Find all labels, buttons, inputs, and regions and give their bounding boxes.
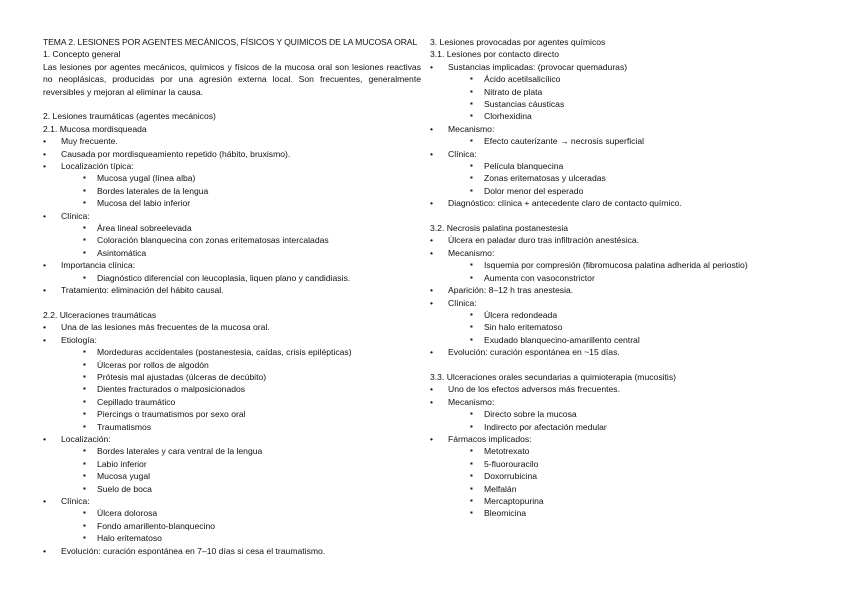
- sub-bullet-item: ▪ Nitrato de plata: [430, 86, 810, 98]
- sub-bullet-item: ▪ Úlcera redondeada: [430, 309, 810, 321]
- section-heading: 3.3. Ulceraciones orales secundarias a quimioterapia (mucositis): [430, 371, 676, 382]
- bullet-item: • Localización:: [43, 433, 421, 445]
- bullet-item: • Tratamiento: eliminación del hábito causal.: [43, 284, 421, 296]
- bullet-item: • Una de las lesiones más frecuentes de la mucosa oral.: [43, 321, 421, 333]
- bullet-item: • Fármacos implicados:: [430, 433, 810, 445]
- sub-bullet-item: ▪ Labio inferior: [43, 458, 421, 470]
- bullet-item: • Uno de los efectos adversos más frecuentes.: [430, 383, 810, 395]
- section-heading: 2.1. Mucosa mordisqueada: [43, 123, 147, 134]
- sub-bullet-item: ▪ Isquemia por compresión (fibromucosa palatina adherida al periostio): [430, 259, 810, 271]
- section-heading: 2.2. Ulceraciones traumáticas: [43, 309, 157, 320]
- sub-bullet-item: ▪ Cepillado traumático: [43, 396, 421, 408]
- bullet-item: • Clínica:: [430, 297, 810, 309]
- sub-bullet-item: ▪ Sustancias cáusticas: [430, 98, 810, 110]
- sub-bullet-item: ▪ Coloración blanquecina con zonas eritematosas intercaladas: [43, 234, 421, 246]
- bullet-item: • Importancia clínica:: [43, 259, 421, 271]
- bullet-item: • Mecanismo:: [430, 123, 810, 135]
- spacer: [430, 359, 810, 371]
- bullet-item: • Etiología:: [43, 334, 421, 346]
- sub-bullet-item: ▪ Piercings o traumatismos por sexo oral: [43, 408, 421, 420]
- sub-bullet-item: ▪ 5-fluorouracilo: [430, 458, 810, 470]
- bullet-item: • Clínica:: [43, 210, 421, 222]
- sub-bullet-item: ▪ Úlcera dolorosa: [43, 507, 421, 519]
- bullet-item: • Mecanismo:: [430, 396, 810, 408]
- bullet-item: • Clínica:: [43, 495, 421, 507]
- sub-bullet-item: ▪ Doxorrubicina: [430, 470, 810, 482]
- sub-bullet-item: ▪ Dientes fracturados o malposicionados: [43, 383, 421, 395]
- sub-bullet-item: ▪ Mordeduras accidentales (postanestesia, caídas, crisis epilépticas): [43, 346, 421, 358]
- sub-bullet-item: ▪ Sin halo eritematoso: [430, 321, 810, 333]
- bullet-item: • Diagnóstico: clínica + antecedente claro de contacto químico.: [430, 197, 810, 209]
- sub-bullet-item: ▪ Fondo amarillento-blanquecino: [43, 520, 421, 532]
- sub-bullet-item: ▪ Mucosa yugal (línea alba): [43, 172, 421, 184]
- sub-bullet-item: ▪ Metotrexato: [430, 445, 810, 457]
- sub-bullet-item: ▪ Halo eritematoso: [43, 532, 421, 544]
- bullet-item: • Úlcera en paladar duro tras infiltración anestésica.: [430, 234, 810, 246]
- sub-bullet-item: ▪ Dolor menor del esperado: [430, 185, 810, 197]
- sub-bullet-item: ▪ Indirecto por afectación medular: [430, 421, 810, 433]
- spacer: [43, 98, 421, 110]
- sub-bullet-item: ▪ Suelo de boca: [43, 483, 421, 495]
- sub-bullet-item: ▪ Directo sobre la mucosa: [430, 408, 810, 420]
- section-heading: 1. Concepto general: [43, 49, 121, 60]
- section-heading: 2. Lesiones traumáticas (agentes mecánicos): [43, 111, 216, 122]
- bullet-item: • Evolución: curación espontánea en 7–10 días si cesa el traumatismo.: [43, 545, 421, 557]
- sub-bullet-item: ▪ Mucosa del labio inferior: [43, 197, 421, 209]
- document-title: TEMA 2. LESIONES POR AGENTES MECÁNICOS, FÍSICOS Y QUIMICOS DE LA MUCOSA ORAL: [43, 37, 418, 47]
- bullet-item: • Muy frecuente.: [43, 135, 421, 147]
- sub-bullet-item: ▪ Úlceras por rollos de algodón: [43, 359, 421, 371]
- sub-bullet-item: ▪ Traumatismos: [43, 421, 421, 433]
- spacer: [43, 297, 421, 309]
- sub-bullet-item: ▪ Mercaptopurina: [430, 495, 810, 507]
- sub-bullet-item: ▪ Película blanquecina: [430, 160, 810, 172]
- sub-bullet-item: ▪ Bordes laterales y cara ventral de la lengua: [43, 445, 421, 457]
- sub-bullet-item: ▪ Diagnóstico diferencial con leucoplasia, liquen plano y candidiasis.: [43, 272, 421, 284]
- sub-bullet-item: ▪ Ácido acetilsalicílico: [430, 73, 810, 85]
- sub-bullet-item: ▪ Bleomicina: [430, 507, 810, 519]
- sub-bullet-item: ▪ Exudado blanquecino-amarillento central: [430, 334, 810, 346]
- bullet-item: • Aparición: 8–12 h tras anestesia.: [430, 284, 810, 296]
- sub-bullet-item: ▪ Mucosa yugal: [43, 470, 421, 482]
- sub-bullet-item: ▪ Prótesis mal ajustadas (úlceras de decúbito): [43, 371, 421, 383]
- section-heading: 3.2. Necrosis palatina postanestesia: [430, 223, 569, 234]
- bullet-item: • Clínica:: [430, 148, 810, 160]
- bullet-item: • Evolución: curación espontánea en ~15 días.: [430, 346, 810, 358]
- section-heading: 3. Lesiones provocadas por agentes químicos: [430, 37, 606, 47]
- paragraph: Las lesiones por agentes mecánicos, químicos y físicos de la mucosa oral son lesiones reactivas no neoplásicas, producidas por una agresión externa local. Son frecuentes, generalmente reversibles y mejoran al eliminar la causa.: [43, 61, 421, 97]
- sub-bullet-item: ▪ Zonas eritematosas y ulceradas: [430, 172, 810, 184]
- spacer: [430, 210, 810, 222]
- right-column: [430, 36, 810, 520]
- left-column: [43, 36, 421, 557]
- sub-bullet-item: ▪ Aumenta con vasoconstrictor: [430, 272, 810, 284]
- sub-bullet-item: ▪ Bordes laterales de la lengua: [43, 185, 421, 197]
- bullet-item: • Causada por mordisqueamiento repetido (hábito, bruxismo).: [43, 148, 421, 160]
- bullet-item: • Mecanismo:: [430, 247, 810, 259]
- section-heading: 3.1. Lesiones por contacto directo: [430, 49, 559, 60]
- sub-bullet-item: ▪ Área lineal sobreelevada: [43, 222, 421, 234]
- sub-bullet-item: ▪ Asintomática: [43, 247, 421, 259]
- sub-bullet-item: ▪ Clorhexidina: [430, 110, 810, 122]
- bullet-item: • Sustancias implicadas: (provocar quemaduras): [430, 61, 810, 73]
- bullet-item: • Localización típica:: [43, 160, 421, 172]
- sub-bullet-item: ▪ Efecto cauterizante → necrosis superficial: [430, 135, 810, 147]
- sub-bullet-item: ▪ Melfalán: [430, 483, 810, 495]
